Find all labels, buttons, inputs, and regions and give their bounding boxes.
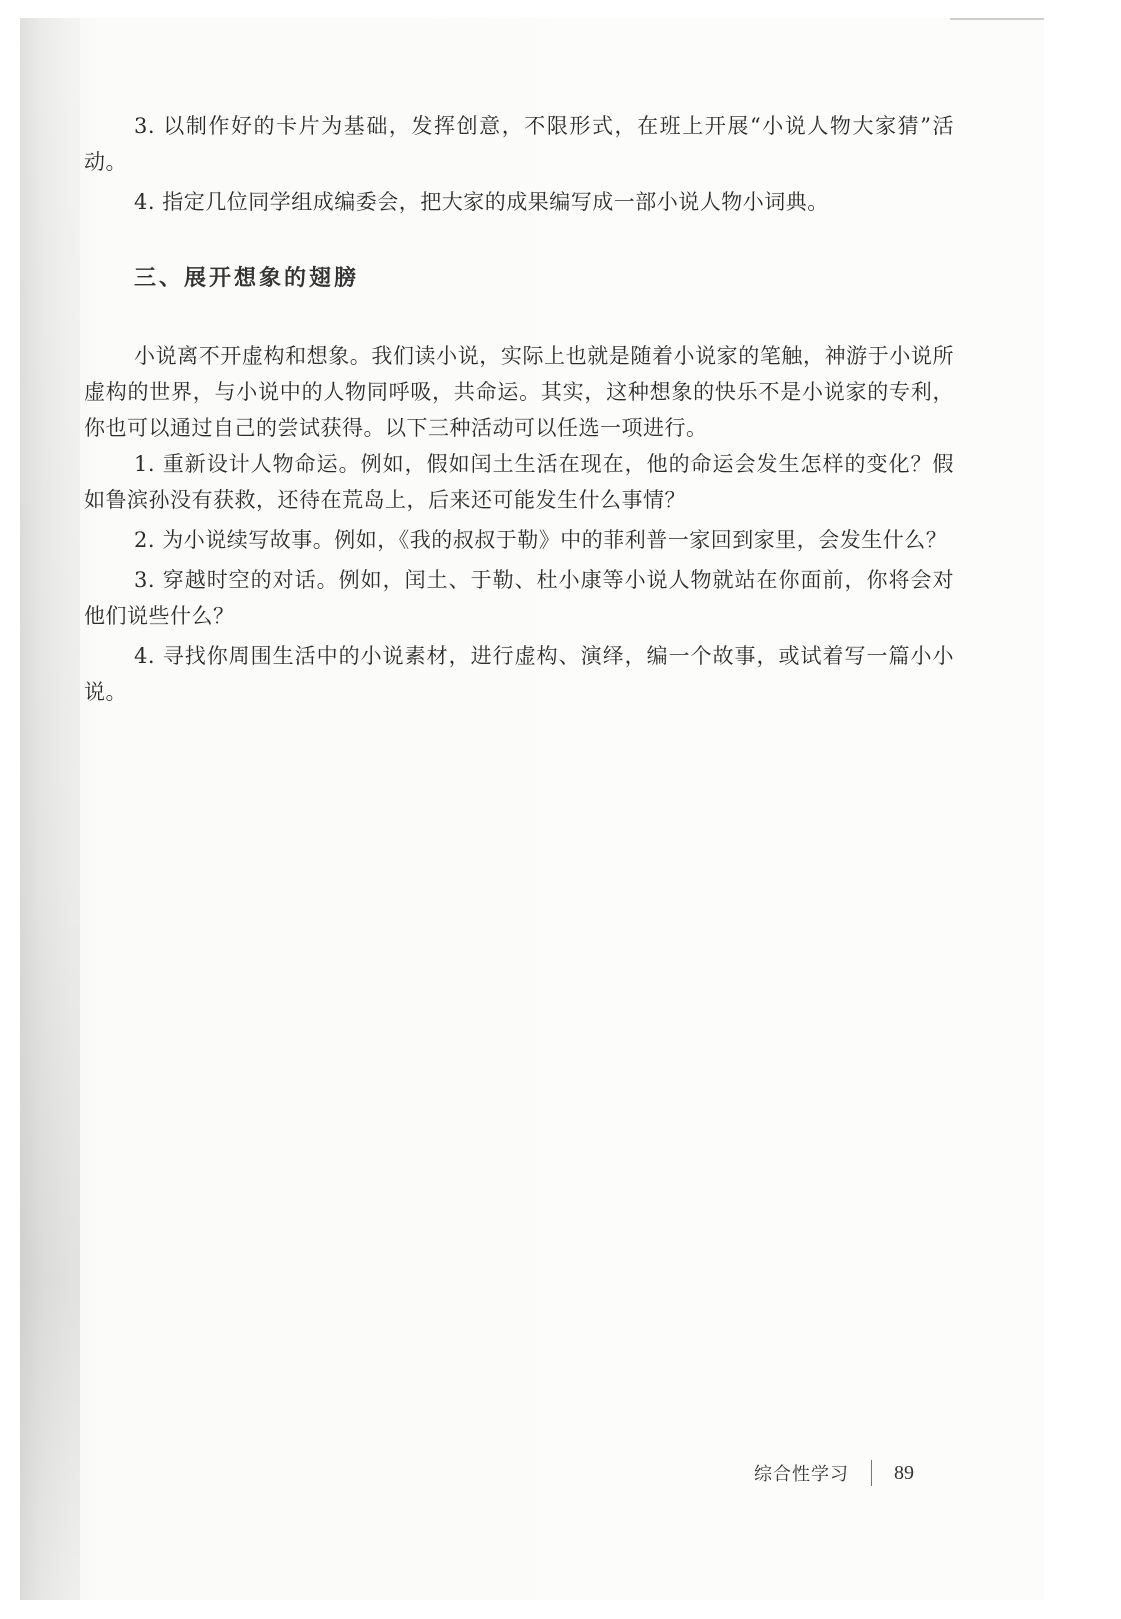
footer-section-label: 综合性学习 <box>754 1464 849 1485</box>
page-content <box>84 108 954 710</box>
page-footer <box>754 1460 914 1486</box>
imagination-item-1: 1. 重新设计人物命运。例如，假如闰土生活在现在，他的命运会发生怎样的变化？假如鲁滨孙没有获救，还待在荒岛上，后来还可能发生什么事情？ <box>84 452 954 512</box>
imagination-item-3: 3. 穿越时空的对话。例如，闰土、于勒、杜小康等小说人物就站在你面前，你将会对他们说些什么？ <box>84 568 954 628</box>
section-heading: 三、展开想象的翅膀 <box>134 266 360 291</box>
footer-divider <box>871 1460 872 1486</box>
imagination-item-4: 4. 寻找你周围生活中的小说素材，进行虚构、演绎，编一个故事，或试着写一篇小小说。 <box>84 644 954 704</box>
activity-item-4: 4. 指定几位同学组成编委会，把大家的成果编写成一部小说人物小词典。 <box>134 190 829 214</box>
imagination-item-2: 2. 为小说续写故事。例如，《我的叔叔于勒》中的菲利普一家回到家里，会发生什么？ <box>134 528 948 552</box>
page-number: 89 <box>894 1461 914 1484</box>
section-intro: 小说离不开虚构和想象。我们读小说，实际上也就是随着小说家的笔触，神游于小说所虚构的世界，与小说中的人物同呼吸，共命运。其实，这种想象的快乐不是小说家的专利，你也可以通过自己的尝试获得。以下三种活动可以任选一项进行。 <box>84 344 954 440</box>
top-edge-rule <box>950 18 1044 20</box>
activity-item-3: 3. 以制作好的卡片为基础，发挥创意，不限形式，在班上开展“小说人物大家猜”活动。 <box>84 114 954 174</box>
